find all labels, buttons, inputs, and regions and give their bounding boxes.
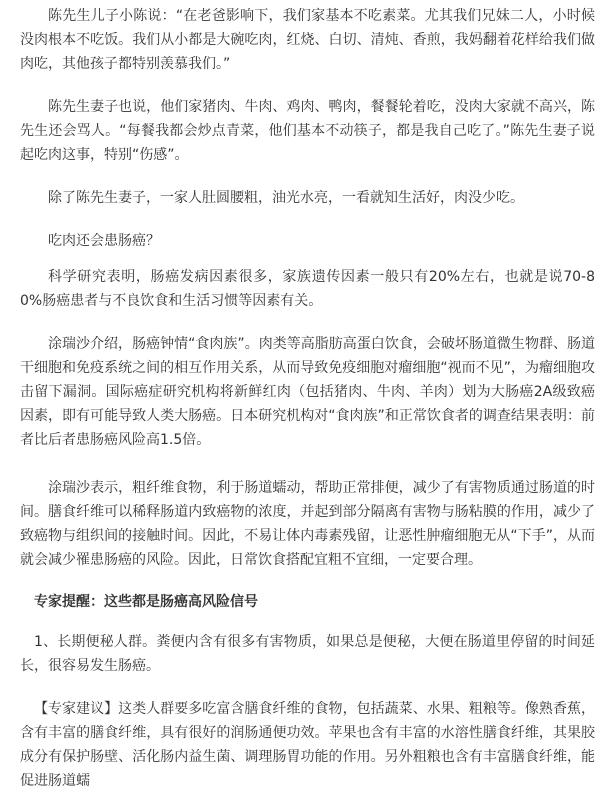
paragraph-wife-quote: 陈先生妻子也说，他们家猪肉、牛肉、鸡肉、鸭肉，餐餐轮着吃，没肉大家就不高兴，陈先生还会骂人。“每餐我都会炒点青菜，他们基本不动筷子，都是我自己吃了。”陈先生妻子说起吃肉这事，特别“伤感”。 bbox=[20, 99, 595, 163]
paragraph-expert-advice: 【专家建议】这类人群要多吃富含膳食纤维的食物，包括蔬菜、水果、粗粮等。像熟香蕉，含有丰富的膳食纤维，具有很好的润肠通便功效。苹果也含有丰富的水溶性膳食纤维，其果胶成分有保护肠壁、活化肠内益生菌、调理肠胃功能的作用。另外粗粮也含有丰富膳食纤维，能促进肠道蠕 bbox=[20, 701, 595, 789]
section-heading-warning: 专家提醒：这些都是肠癌高风险信号 bbox=[34, 594, 258, 610]
paragraph-meat-risk: 涂瑞沙介绍，肠癌钟情“食肉族”。肉类等高脂肪高蛋白饮食，会破坏肠道微生物群、肠道干细胞和免疫系统之间的相互作用关系，从而导致免疫细胞对瘤细胞“视而不见”，为瘤细胞攻击留下漏洞。国际癌症研究机构将新鲜红肉（包括猪肉、牛肉、羊肉）划为大肠癌2A级致癌因素，即有可能导致人类大肠癌。日本研究机构对“食肉族”和正常饮食者的调查结果表明：前者比后者患肠癌风险高1.5倍。 bbox=[20, 336, 595, 448]
paragraph-fiber-benefit: 涂瑞沙表示，粗纤维食物，利于肠道蠕动，帮助正常排便，减少了有害物质通过肠道的时间。膳食纤维可以稀释肠道内致癌物的浓度，并起到部分隔离有害物与肠粘膜的作用，减少了致癌物与组织间的接触时间。因此，不易让体内毒素残留，让恶性肿瘤细胞无从“下手”，从而就会减少罹患肠癌的风险。因此，日常饮食搭配宜粗不宜细，一定要合理。 bbox=[20, 480, 595, 568]
paragraph-constipation: 1、长期便秘人群。粪便内含有很多有害物质，如果总是便秘，大便在肠道里停留的时间延长，很容易发生肠癌。 bbox=[20, 634, 595, 674]
paragraph-son-quote: 陈先生儿子小陈说：“在老爸影响下，我们家基本不吃素菜。尤其我们兄妹二人，小时候没肉根本不吃饭。我们从小都是大碗吃肉，红烧、白切、清炖、香煎，我妈翻着花样给我们做肉吃，其他孩子都特别羡慕我们。” bbox=[20, 8, 595, 72]
section-question: 吃肉还会患肠癌？ bbox=[48, 233, 160, 249]
paragraph-research: 科学研究表明，肠癌发病因素很多，家族遗传因素一般只有20%左右，也就是说70-80%肠癌患者与不良饮食和生活习惯等因素有关。 bbox=[20, 269, 595, 309]
paragraph-family-description: 除了陈先生妻子，一家人肚圆腰粗，油光水亮，一看就知生活好，肉没少吃。 bbox=[48, 190, 524, 206]
